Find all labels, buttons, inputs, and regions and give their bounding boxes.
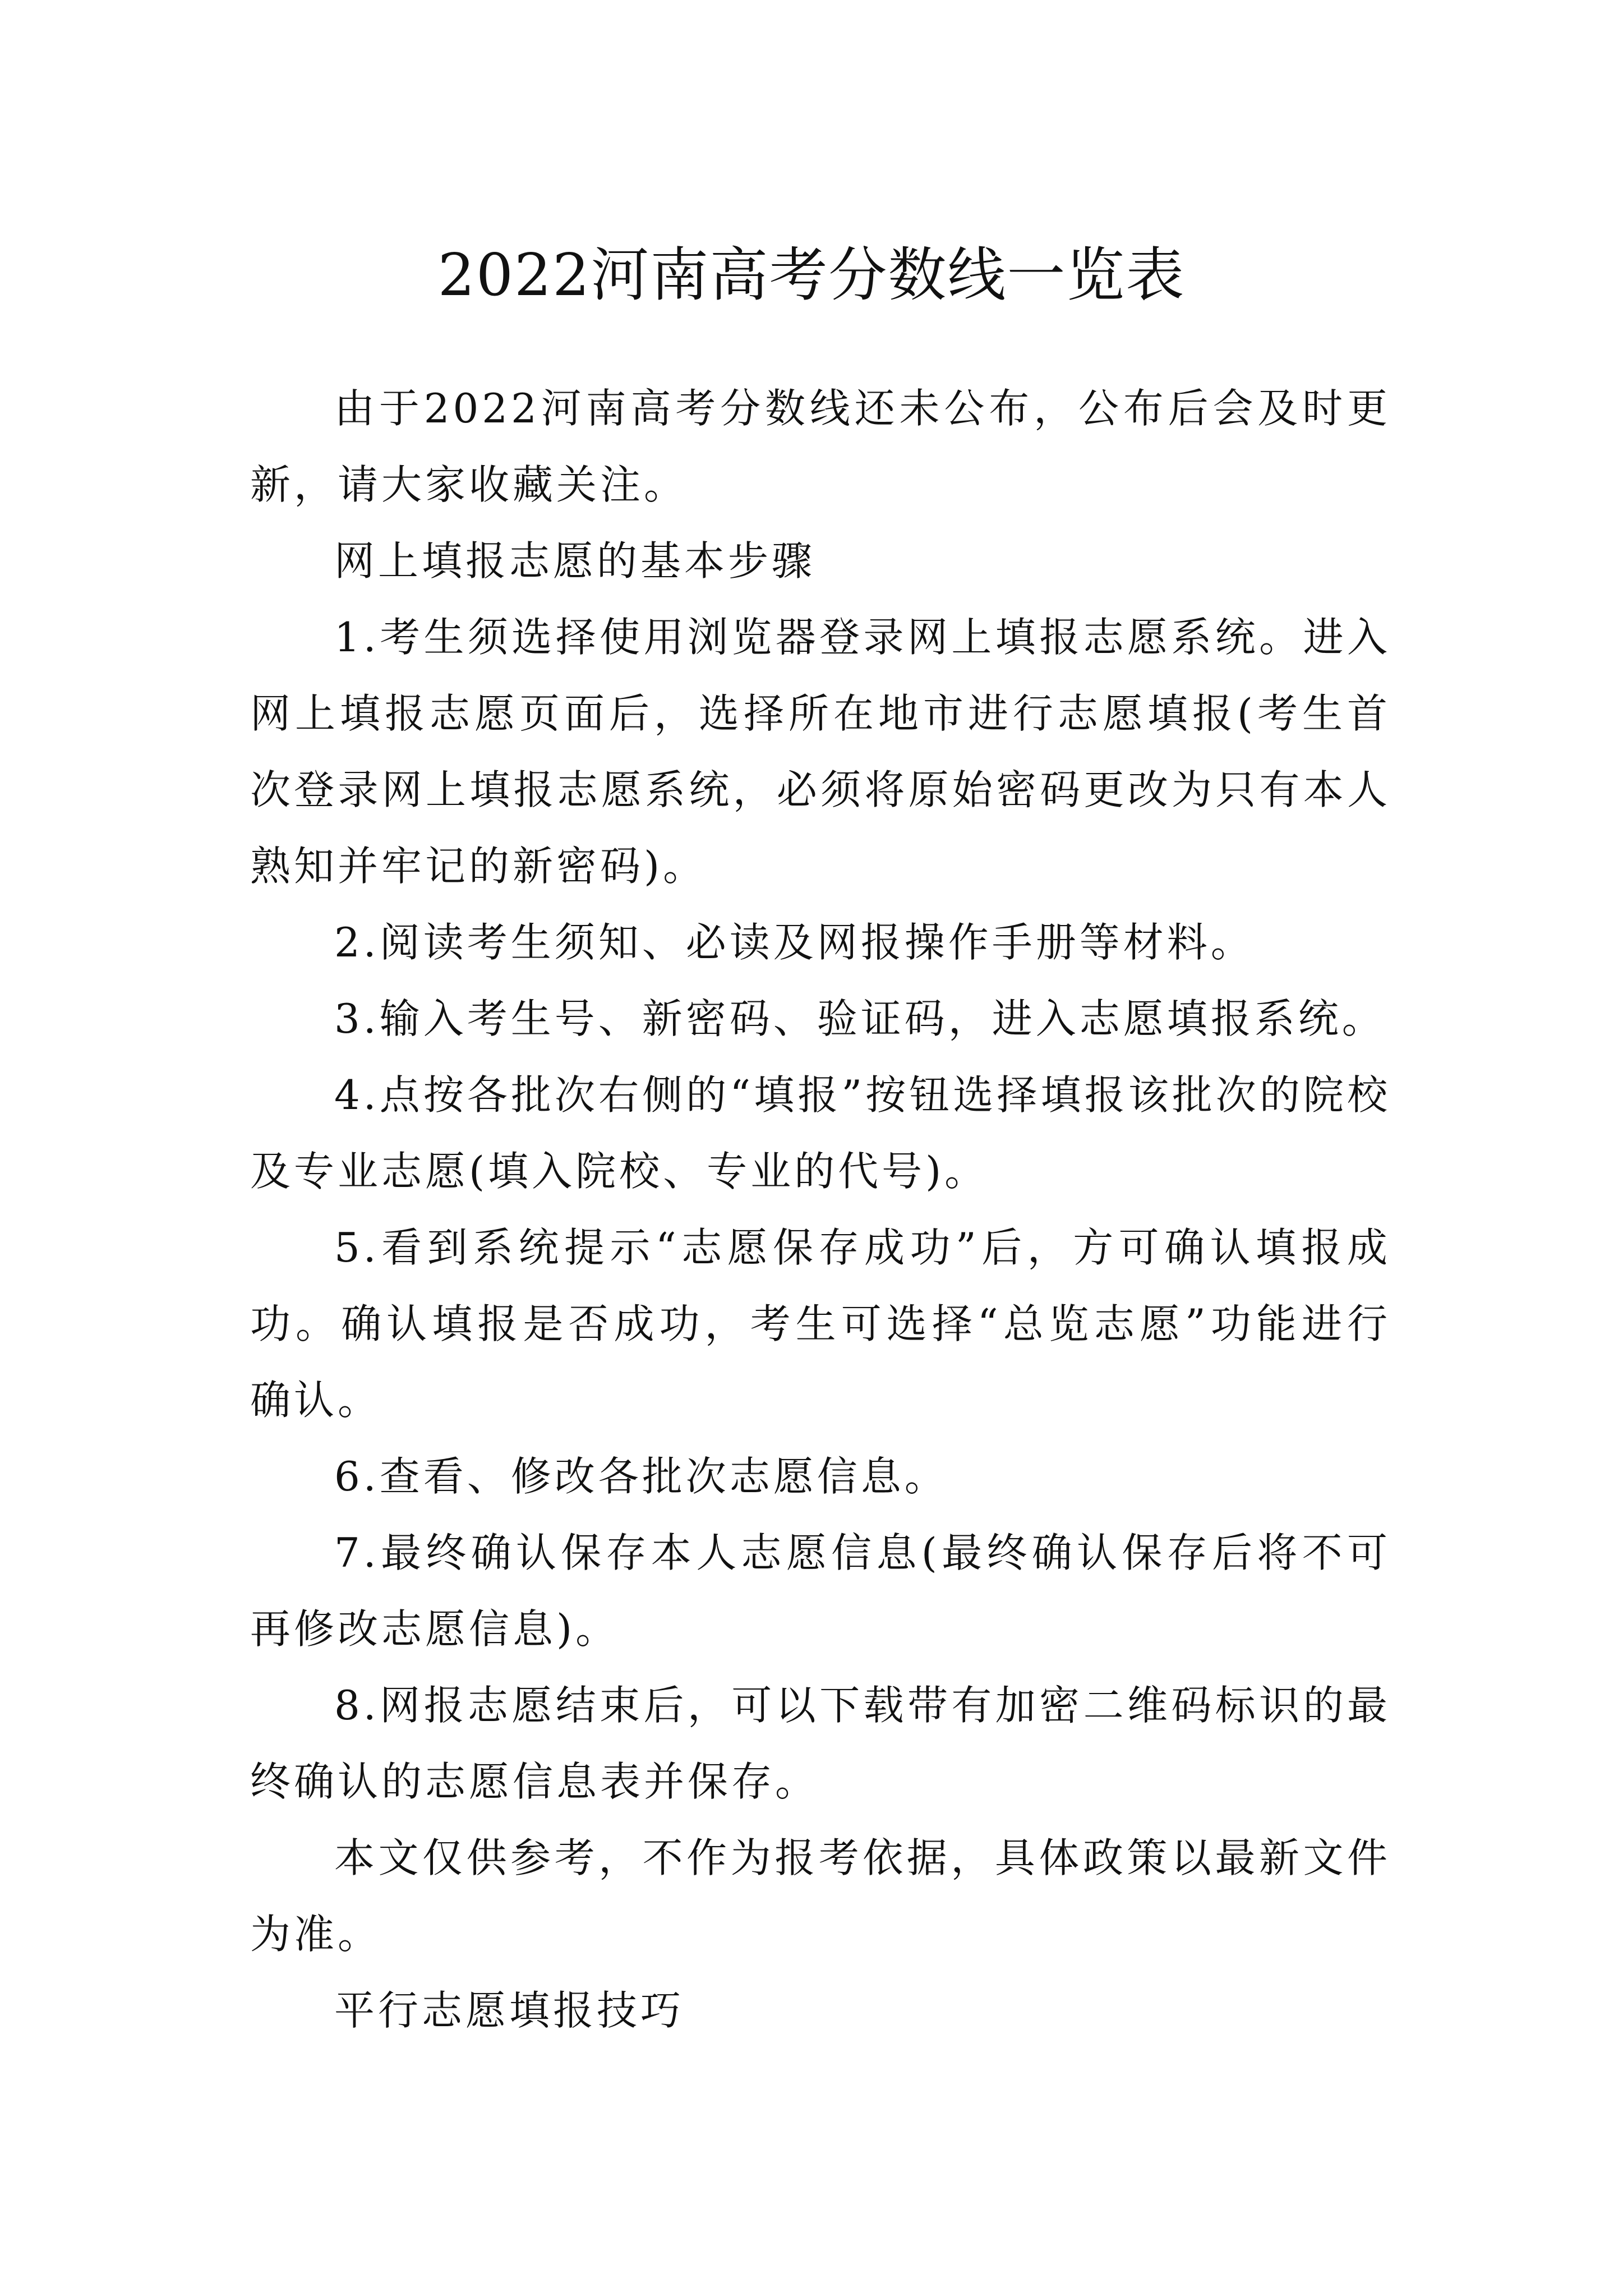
section-heading-steps: 网上填报志愿的基本步骤 — [334, 537, 816, 585]
step-1-paragraph: 1.考生须选择使用浏览器登录网上填报志愿系统。进入网上填报志愿页面后，选择所在地市进行志愿填报(考生首次登录网上填报志愿系统，必须将原始密码更改为只有本人熟知并牢记的新密码)。 — [250, 614, 1391, 890]
step-8-paragraph: 8.网报志愿结束后，可以下载带有加密二维码标识的最终确认的志愿信息表并保存。 — [250, 1682, 1391, 1805]
document-body — [250, 370, 1391, 2049]
step-5-paragraph: 5.看到系统提示“志愿保存成功”后，方可确认填报成功。确认填报是否成功，考生可选择“总览志愿”功能进行确认。 — [250, 1224, 1391, 1424]
step-3-paragraph: 3.输入考生号、新密码、验证码，进入志愿填报系统。 — [334, 995, 1386, 1042]
step-4-paragraph: 4.点按各批次右侧的“填报”按钮选择填报该批次的院校及专业志愿(填入院校、专业的代号)。 — [250, 1071, 1391, 1195]
section-heading-tips: 平行志愿填报技巧 — [334, 1987, 685, 2034]
intro-paragraph: 由于2022河南高考分数线还未公布，公布后会及时更新，请大家收藏关注。 — [250, 385, 1391, 508]
step-2-paragraph: 2.阅读考生须知、必读及网报操作手册等材料。 — [334, 919, 1255, 966]
step-6-paragraph: 6.查看、修改各批次志愿信息。 — [334, 1453, 948, 1500]
document-title: 2022河南高考分数线一览表 — [437, 240, 1186, 309]
disclaimer-paragraph: 本文仅供参考，不作为报考依据，具体政策以最新文件为准。 — [250, 1834, 1391, 1958]
step-7-paragraph: 7.最终确认保存本人志愿信息(最终确认保存后将不可再修改志愿信息)。 — [250, 1529, 1391, 1653]
